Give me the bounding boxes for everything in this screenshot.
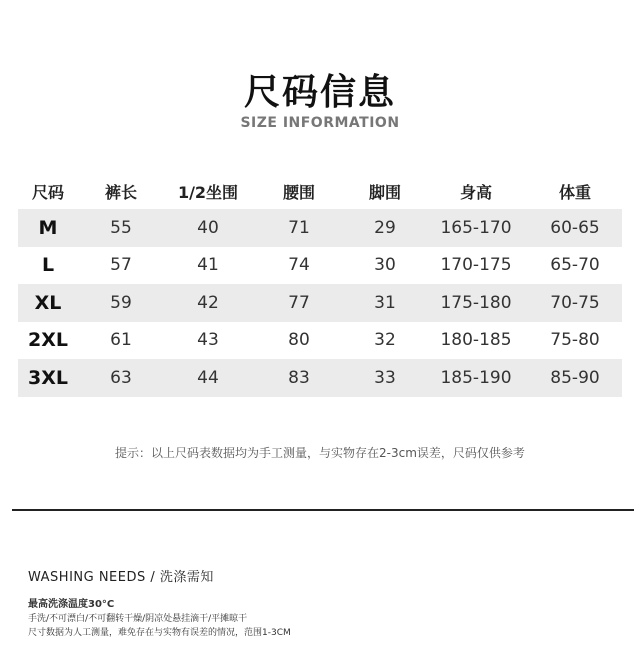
table-cell: 170-175 [424, 247, 528, 285]
table-cell: 30 [346, 247, 424, 285]
table-row [18, 322, 622, 360]
table-cell: 31 [346, 284, 424, 322]
column-header-pants-length: 裤长 [104, 182, 137, 202]
washing-line-instructions: 手洗/不可漂白/不可翻转干燥/阴凉处悬挂滴干/平摊晾干 [28, 614, 248, 624]
table-row [18, 284, 622, 322]
table-cell: 41 [164, 247, 252, 285]
table-cell: 165-170 [424, 209, 528, 247]
table-row [18, 209, 622, 247]
table-cell: 175-180 [424, 284, 528, 322]
table-cell: 63 [78, 359, 164, 397]
table-cell: 32 [346, 322, 424, 360]
column-header-waist: 腰围 [282, 182, 315, 202]
table-cell: 75-80 [528, 322, 622, 360]
table-cell: 74 [252, 247, 346, 285]
table-cell: 71 [252, 209, 346, 247]
column-header-leg-opening: 脚围 [368, 182, 401, 202]
table-header-row [18, 173, 622, 209]
table-row [18, 359, 622, 397]
table-cell: 77 [252, 284, 346, 322]
table-cell: 55 [78, 209, 164, 247]
table-cell: 65-70 [528, 247, 622, 285]
size-cell: 3XL [18, 359, 78, 397]
page-title: 尺码信息 [243, 72, 396, 113]
table-cell: 57 [78, 247, 164, 285]
measurement-note: 提示：以上尺码表数据均为手工测量，与实物存在2-3cm误差，尺码仅供参考 [115, 446, 525, 460]
size-cell: 2XL [18, 322, 78, 360]
size-cell: L [18, 247, 78, 285]
column-header-size: 尺码 [31, 182, 64, 202]
table-cell: 60-65 [528, 209, 622, 247]
washing-line-temperature: 最高洗涤温度30°C [28, 599, 115, 610]
table-cell: 59 [78, 284, 164, 322]
table-cell: 180-185 [424, 322, 528, 360]
table-cell: 185-190 [424, 359, 528, 397]
table-cell: 42 [164, 284, 252, 322]
size-table [18, 173, 622, 397]
table-cell: 61 [78, 322, 164, 360]
column-header-weight: 体重 [558, 182, 591, 202]
table-cell: 83 [252, 359, 346, 397]
table-row [18, 247, 622, 285]
table-cell: 43 [164, 322, 252, 360]
table-cell: 80 [252, 322, 346, 360]
table-cell: 85-90 [528, 359, 622, 397]
table-cell: 33 [346, 359, 424, 397]
size-cell: M [18, 209, 78, 247]
table-cell: 70-75 [528, 284, 622, 322]
table-cell: 44 [164, 359, 252, 397]
column-header-height: 身高 [459, 182, 492, 202]
table-cell: 40 [164, 209, 252, 247]
section-divider [12, 509, 634, 511]
washing-title: WASHING NEEDS / 洗涤需知 [28, 570, 214, 585]
table-cell: 29 [346, 209, 424, 247]
column-header-half-hip: 1/2坐围 [177, 182, 239, 202]
washing-line-disclaimer: 尺寸数据为人工测量，难免存在与实物有误差的情况，范围1-3CM [28, 628, 291, 638]
size-cell: XL [18, 284, 78, 322]
page-subtitle: SIZE INFORMATION [240, 115, 400, 131]
